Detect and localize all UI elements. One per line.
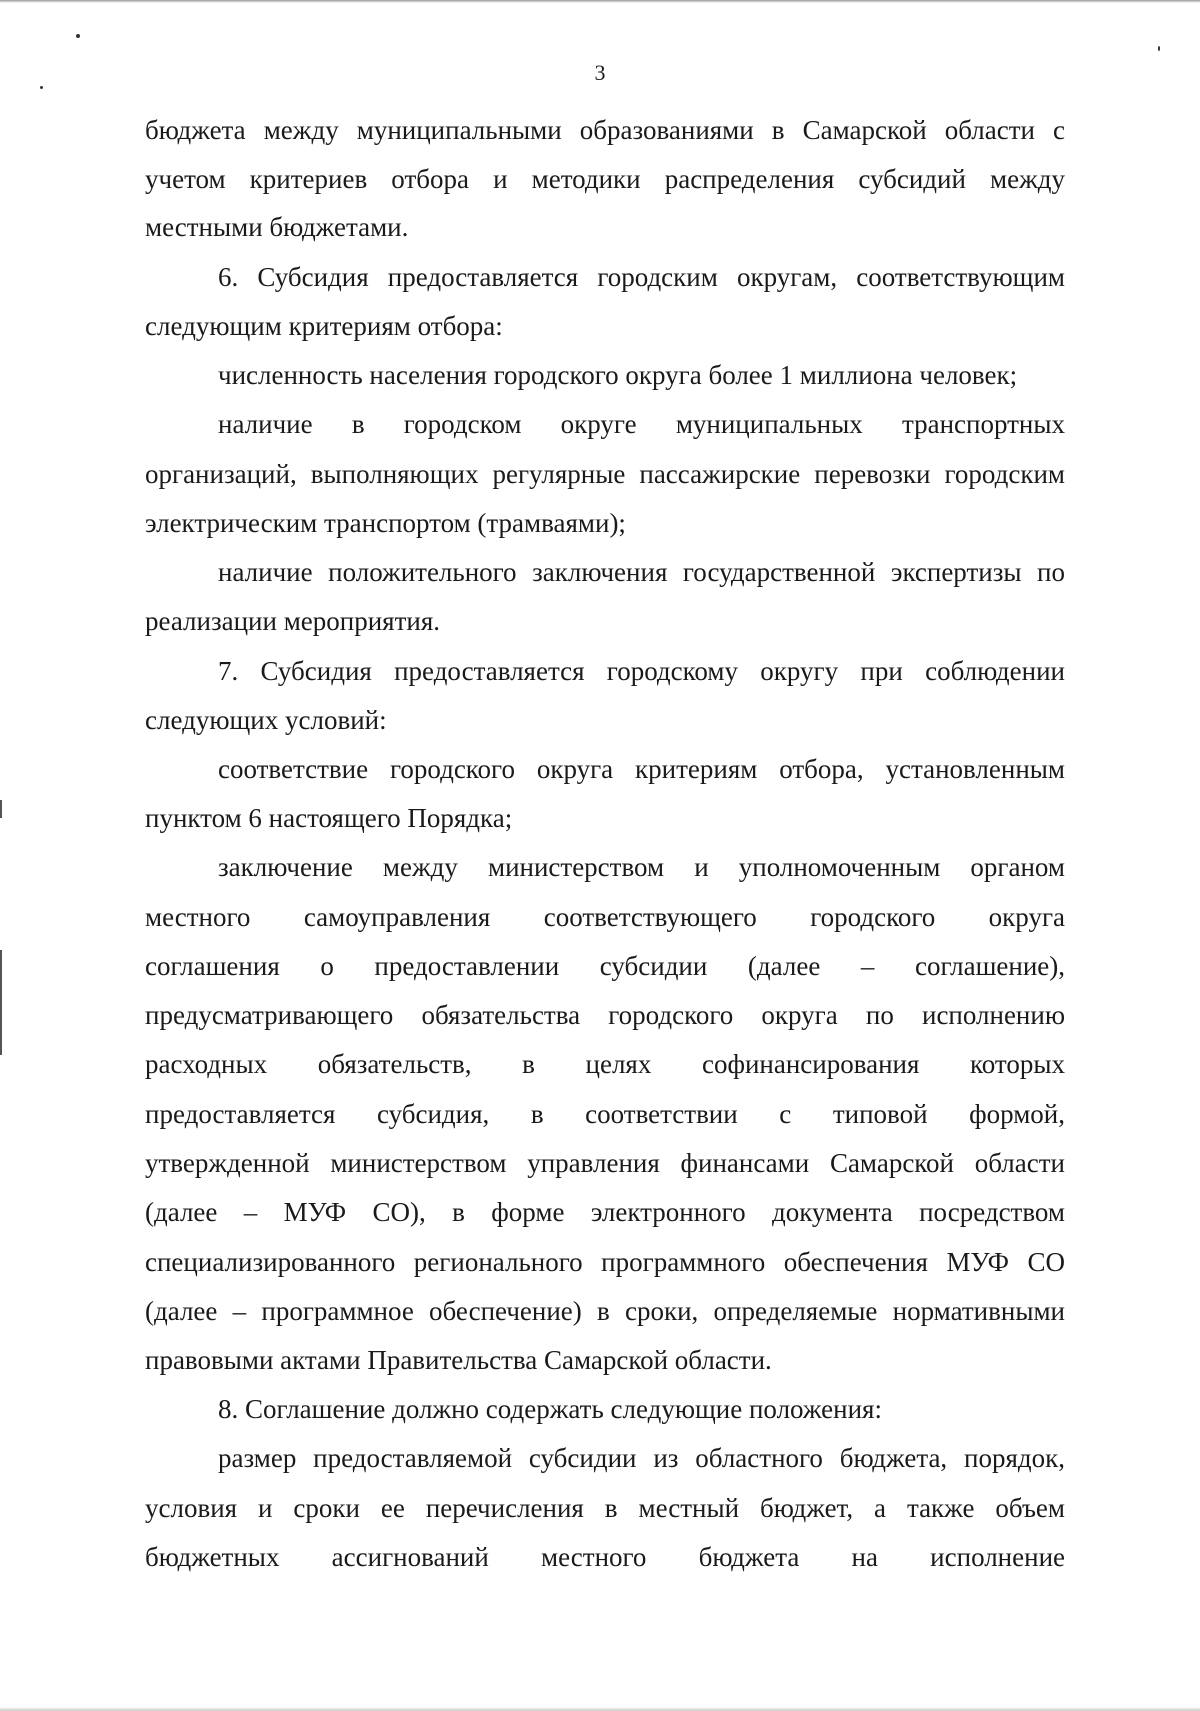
text-line: условия и сроки ее перечисления в местный бюджет, а также объем [145,1493,1065,1523]
text-line: местными бюджетами. [145,212,409,242]
provision-amount-start: размер предоставляемой субсидии из областного бюджета, порядок, [218,1443,1065,1473]
paragraph-6-start: 6. Субсидия предоставляется городским округам, соответствующим [218,262,1065,292]
scan-margin-line [0,950,2,1055]
text-line: реализации мероприятия. [145,606,441,636]
scan-margin-line [0,800,2,818]
text-line: местного самоуправления соответствующего городского округа [145,902,1065,932]
criterion-expertise-start: наличие положительного заключения государственной экспертизы по [218,557,1065,587]
condition-agreement-start: заключение между министерством и уполномоченным органом [218,852,1065,882]
text-line: следующих условий: [145,705,387,735]
paragraph-7-start: 7. Субсидия предоставляется городскому округу при соблюдении [218,656,1065,686]
text-line: учетом критериев отбора и методики распределения субсидий между [145,164,1065,194]
text-line: пунктом 6 настоящего Порядка; [145,803,513,833]
text-line: утвержденной министерством управления финансами Самарской области [145,1148,1065,1178]
criterion-population: численность населения городского округа более 1 миллиона человек; [218,360,1018,390]
text-line: специализированного регионального программного обеспечения МУФ СО [145,1247,1065,1277]
text-line: следующим критериям отбора: [145,311,503,341]
scan-edge-bottom [0,1707,1200,1711]
paragraph-8-start: 8. Соглашение должно содержать следующие положения: [218,1394,882,1424]
text-line: (далее – программное обеспечение) в сроки, определяемые нормативными [145,1296,1065,1326]
text-line: расходных обязательств, в целях софинансирования которых [145,1049,1065,1079]
page-number: 3 [594,60,606,85]
text-line: соглашения о предоставлении субсидии (далее – соглашение), [145,951,1065,981]
text-line: бюджетных ассигнований местного бюджета на исполнение [145,1542,1065,1572]
text-line: электрическим транспортом (трамваями); [145,508,626,538]
text-line: (далее – МУФ СО), в форме электронного документа посредством [145,1197,1065,1227]
text-line: правовыми актами Правительства Самарской области. [145,1345,772,1375]
scan-speck [40,86,43,89]
text-line: предоставляется субсидия, в соответствии с типовой формой, [145,1099,1065,1129]
scan-speck [76,34,80,38]
text-line: организаций, выполняющих регулярные пассажирские перевозки городским [145,459,1065,489]
criterion-transport-start: наличие в городском округе муниципальных транспортных [218,409,1065,439]
text-line: бюджета между муниципальными образованиями в Самарской области с [145,115,1065,145]
scan-edge-top [0,0,1200,3]
text-line: предусматривающего обязательства городского округа по исполнению [145,1000,1065,1030]
condition-criteria-start: соответствие городского округа критериям отбора, установленным [218,754,1065,784]
scan-speck [1158,46,1160,51]
